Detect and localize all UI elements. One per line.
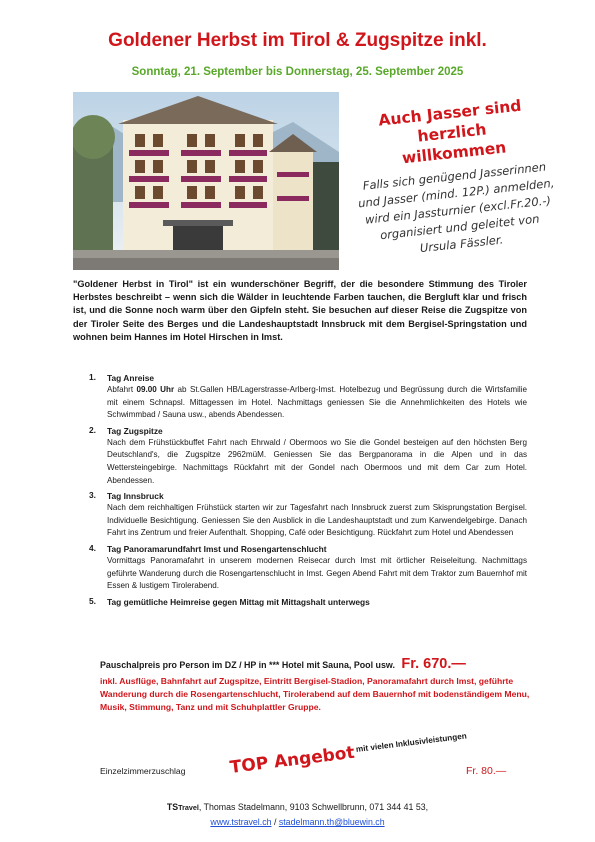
- day-title: Tag gemütliche Heimreise gegen Mittag mit Mittagshalt unterwegs: [107, 596, 370, 607]
- price-inclusions: inkl. Ausflüge, Bahnfahrt auf Zugspitze, Eintritt Bergisel-Stadion, Panoramafahrt durch Imst, geführte Wanderung durch die Rosengartenschlucht, Tirolerabend auf dem Bauernhof mit bodenständigem Menu, Musik, Stimmung, Tanz und mit Schuhplattler Gruppe.: [100, 676, 530, 713]
- intro-paragraph: "Goldener Herbst in Tirol" ist ein wunderschöner Begriff, der die besondere Stimmung des Tiroler Herbstes beschreibt – wenn sich die Wälder in leuchtende Farben tauchen, die Bergluft klar und frisch ist, und die Sonne noch warm über den Gipfeln steht. Sie besuchen auf dieser Reise die Zugspitze von der Tiroler Seite des Berges und die Landeshauptstadt Innsbruck mit dem Bergisel-Springstation und wohnen beim Hannes im Hotel Hirschen in Imst.: [73, 279, 527, 342]
- website-link[interactable]: www.tstravel.ch: [210, 817, 272, 827]
- day-title: Tag Anreise: [107, 373, 155, 383]
- brand-name: TS: [166, 802, 179, 812]
- day-text: ab St.Gallen HB/Lagerstrasse-Arlberg-Imst. Hotelbezug und Begrüssung durch die Wirtsfamilie mit einem Schnapsl. Mittagessen im Hotel. Nachmittags geniessen Sie die Annehmlichkeiten des Hotels wie Schwimmbad / Sauna usw., abends Abendessen.: [107, 385, 527, 420]
- hotel-photo: [73, 92, 339, 270]
- day-number: 2.: [89, 424, 96, 435]
- single-room-price: Fr. 80.—: [466, 765, 507, 777]
- price-label: Pauschalpreis pro Person im DZ / HP in *** Hotel mit Sauna, Pool usw.: [100, 660, 395, 670]
- contact-details: , Thomas Stadelmann, 9103 Schwellbrunn, 071 344 41 53,: [198, 802, 429, 812]
- top-offer-subtitle: mit vielen Inklusivleistungen: [355, 731, 468, 754]
- jasser-heading-line2: willkommen: [401, 138, 508, 168]
- brand-suffix: Travel: [178, 803, 199, 812]
- top-offer-label: TOP Angebot: [228, 742, 356, 778]
- link-separator: /: [271, 817, 279, 827]
- itinerary-day-5: [73, 596, 527, 608]
- jasser-text: Falls sich genügend Jasserinnen und Jasser (mind. 12P.) anmelden, wird ein Jassturnier (excl.Fr.20.-) organisiert und geleitet von Ursula Fässler.: [357, 159, 555, 256]
- day-number: 3.: [89, 490, 96, 501]
- price-amount: Fr. 670.—: [401, 656, 466, 672]
- day-description: Vormittags Panoramafahrt in unserem modernen Reisecar durch Imst mit örtlicher Reiseleitung. Nachmittags geführte Wanderung durch die Rosengartenschlucht in Imst. Gegen Abend Fahrt mit dem Traktor zum Bauernhof mit Essen & lustigem Tirolerabend.: [107, 555, 527, 591]
- day-title: Tag Panoramarundfahrt Imst und Rosengartenschlucht: [107, 543, 327, 554]
- itinerary-day-4: [73, 543, 527, 593]
- day-title: Tag Innsbruck: [107, 491, 164, 502]
- package-price: [100, 656, 540, 672]
- day-text-prefix: Abfahrt: [107, 385, 137, 394]
- departure-time: 09.00 Uhr: [136, 385, 175, 394]
- itinerary-list: [73, 372, 527, 611]
- trip-dates: Sonntag, 21. September bis Donnerstag, 25. September 2025: [131, 66, 464, 78]
- footer-contact: [0, 802, 595, 812]
- itinerary-day-2: [73, 425, 527, 487]
- day-description: Nach dem Frühstückbuffet Fahrt nach Ehrwald / Obermoos wo Sie die Gondel besteigen auf den höchsten Berg Deutschland's, die Zugspitze 2962müM. Geniessen Sie das Bergpanorama in die Alpen und in das Wettersteingebirge. Nachmittags Rückfahrt mit der Gondel nach Obermoos und mit dem Car zum Hotel. Abendessen.: [107, 437, 527, 485]
- page-title: Goldener Herbst im Tirol & Zugspitze inkl.: [108, 30, 487, 51]
- day-title: Tag Zugspitze: [107, 425, 163, 436]
- footer-links: [0, 817, 595, 827]
- day-number: 4.: [89, 542, 96, 553]
- itinerary-day-3: [73, 490, 527, 540]
- day-number: 1.: [89, 372, 96, 382]
- day-description: Nach dem reichhaltigen Frühstück starten wir zur Tagesfahrt nach Innsbruck zuerst zum Skisprungstation Bergisel. Individuelle Besichtigung. Geniessen Sie den Ausblick in die Landeshauptstadt und zum Karwendelgebirge. Danach Fahrt ins Zentrum und freier Aufenthalt. Shopping, Café oder Besichtigung. Rückfahrt zum Hotel und Abendessen: [107, 503, 527, 538]
- jasser-heading-line1: Auch Jasser sind herzlich: [377, 96, 523, 146]
- email-link[interactable]: stadelmann.th@bluewin.ch: [278, 817, 385, 827]
- day-description: [107, 384, 527, 422]
- day-number: 5.: [89, 595, 96, 606]
- itinerary-day-1: [73, 372, 527, 422]
- single-room-label: Einzelzimmerzuschlag: [100, 766, 186, 776]
